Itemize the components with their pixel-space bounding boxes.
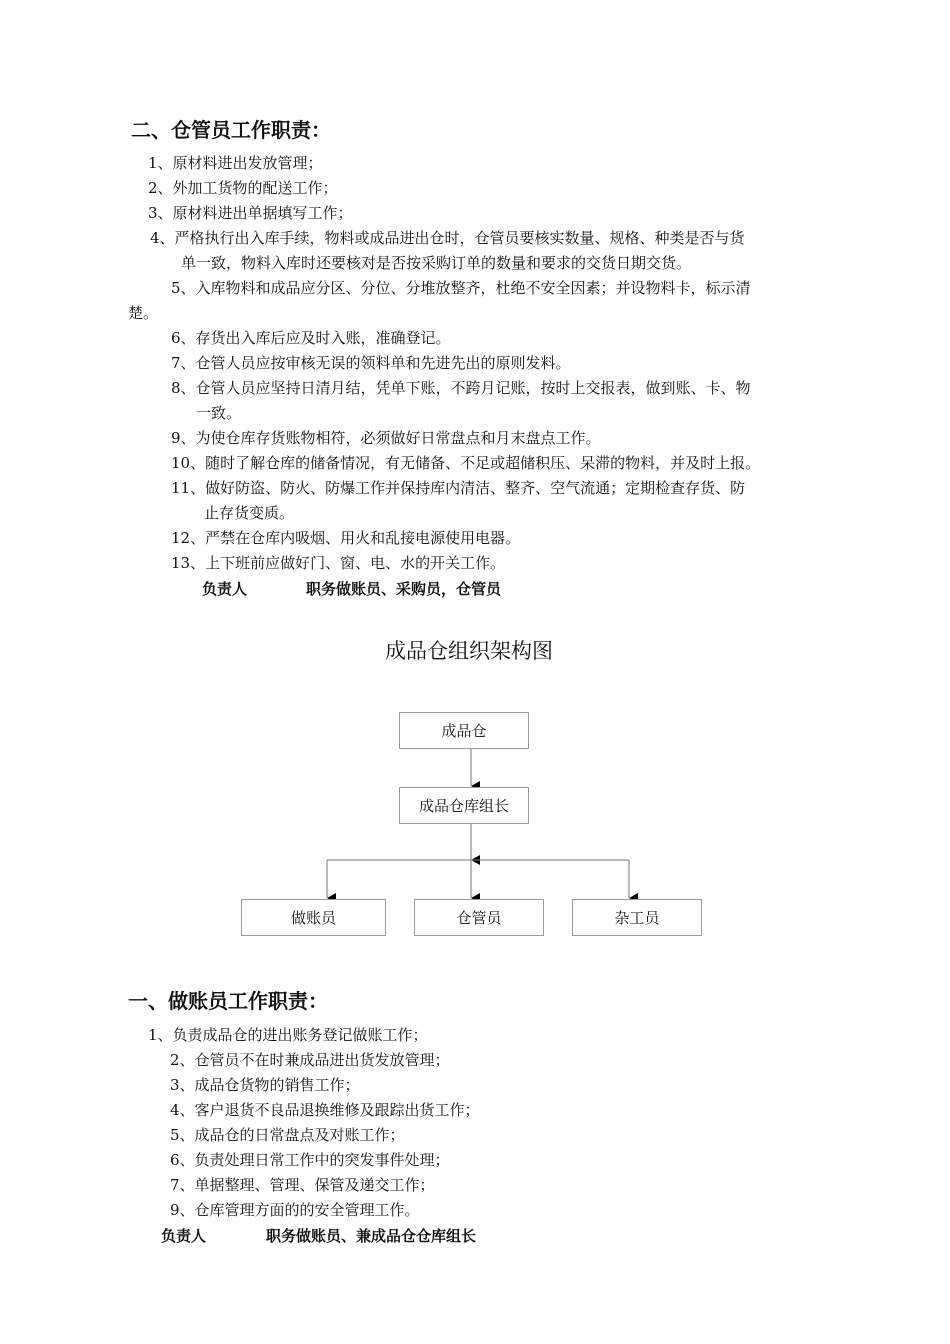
org-chart-title: 成品仓组织架构图 [385, 639, 553, 663]
section1-item-9: 9、仓库管理方面的的安全管理工作。 [170, 1201, 420, 1219]
section2-responsible-label: 负责人 [202, 580, 248, 598]
org-node-leader: 成品仓库组长 [399, 787, 529, 824]
section2-item-12: 12、严禁在仓库内吸烟、用火和乱接电源使用电器。 [171, 529, 521, 547]
section2-item-5: 5、入库物料和成品应分区、分位、分堆放整齐，杜绝不安全因素；并设物料卡，标示清 [171, 279, 751, 297]
org-node-handyman: 杂工员 [572, 899, 702, 936]
section2-item-13: 13、上下班前应做好门、窗、电、水的开关工作。 [171, 554, 506, 572]
section2-item-5-cont: 楚。 [128, 304, 159, 322]
section2-item-4: 4、严格执行出入库手续，物料或成品进出仓时，仓管员要核实数量、规格、种类是否与货 [150, 229, 745, 247]
section2-item-2: 2、外加工货物的配送工作； [148, 179, 338, 197]
section1-item-3: 3、成品仓货物的销售工作； [170, 1076, 360, 1094]
section2-item-6: 6、存货出入库后应及时入账，准确登记。 [171, 329, 451, 347]
section1-item-2: 2、仓管员不在时兼成品进出货发放管理； [170, 1051, 450, 1069]
section1-responsible-label: 负责人 [161, 1227, 207, 1245]
section1-item-5: 5、成品仓的日常盘点及对账工作； [170, 1126, 405, 1144]
org-node-accountant: 做账员 [241, 899, 386, 936]
section1-item-1: 1、负责成品仓的进出账务登记做账工作； [148, 1026, 428, 1044]
section2-responsible-value: 职务做账员、采购员，仓管员 [306, 580, 502, 598]
section2-item-3: 3、原材料进出单据填写工作； [148, 204, 353, 222]
section2-item-11-cont: 止存货变质。 [204, 504, 295, 522]
section2-item-11: 11、做好防盗、防火、防爆工作并保持库内清洁、整齐、空气流通；定期检查存货、防 [171, 479, 746, 497]
section1-item-6: 6、负责处理日常工作中的突发事件处理； [170, 1151, 450, 1169]
org-node-warehouse-keeper: 仓管员 [414, 899, 544, 936]
section2-item-1: 1、原材料进出发放管理； [148, 154, 323, 172]
section2-heading: 二、仓管员工作职责： [131, 118, 331, 142]
section2-item-10: 10、随时了解仓库的储备情况，有无储备、不足或超储积压、呆滞的物料，并及时上报。 [171, 454, 761, 472]
org-node-root: 成品仓 [399, 712, 529, 749]
section2-item-8: 8、仓管人员应坚持日清月结，凭单下账，不跨月记账，按时上交报表，做到账、卡、物 [171, 379, 751, 397]
section2-item-8-cont: 一致。 [196, 404, 242, 422]
section2-item-9: 9、为使仓库存货账物相符，必须做好日常盘点和月末盘点工作。 [171, 429, 601, 447]
section1-heading: 一、做账员工作职责： [128, 989, 328, 1013]
section2-item-4-cont: 单一致，物料入库时还要核对是否按采购订单的数量和要求的交货日期交货。 [181, 254, 692, 272]
section1-item-7: 7、单据整理、管理、保管及递交工作； [170, 1176, 435, 1194]
section2-item-7: 7、仓管人员应按审核无误的领料单和先进先出的原则发料。 [171, 354, 571, 372]
section1-item-4: 4、客户退货不良品退换维修及跟踪出货工作； [170, 1101, 480, 1119]
section1-responsible-value: 职务做账员、兼成品仓仓库组长 [266, 1227, 477, 1245]
